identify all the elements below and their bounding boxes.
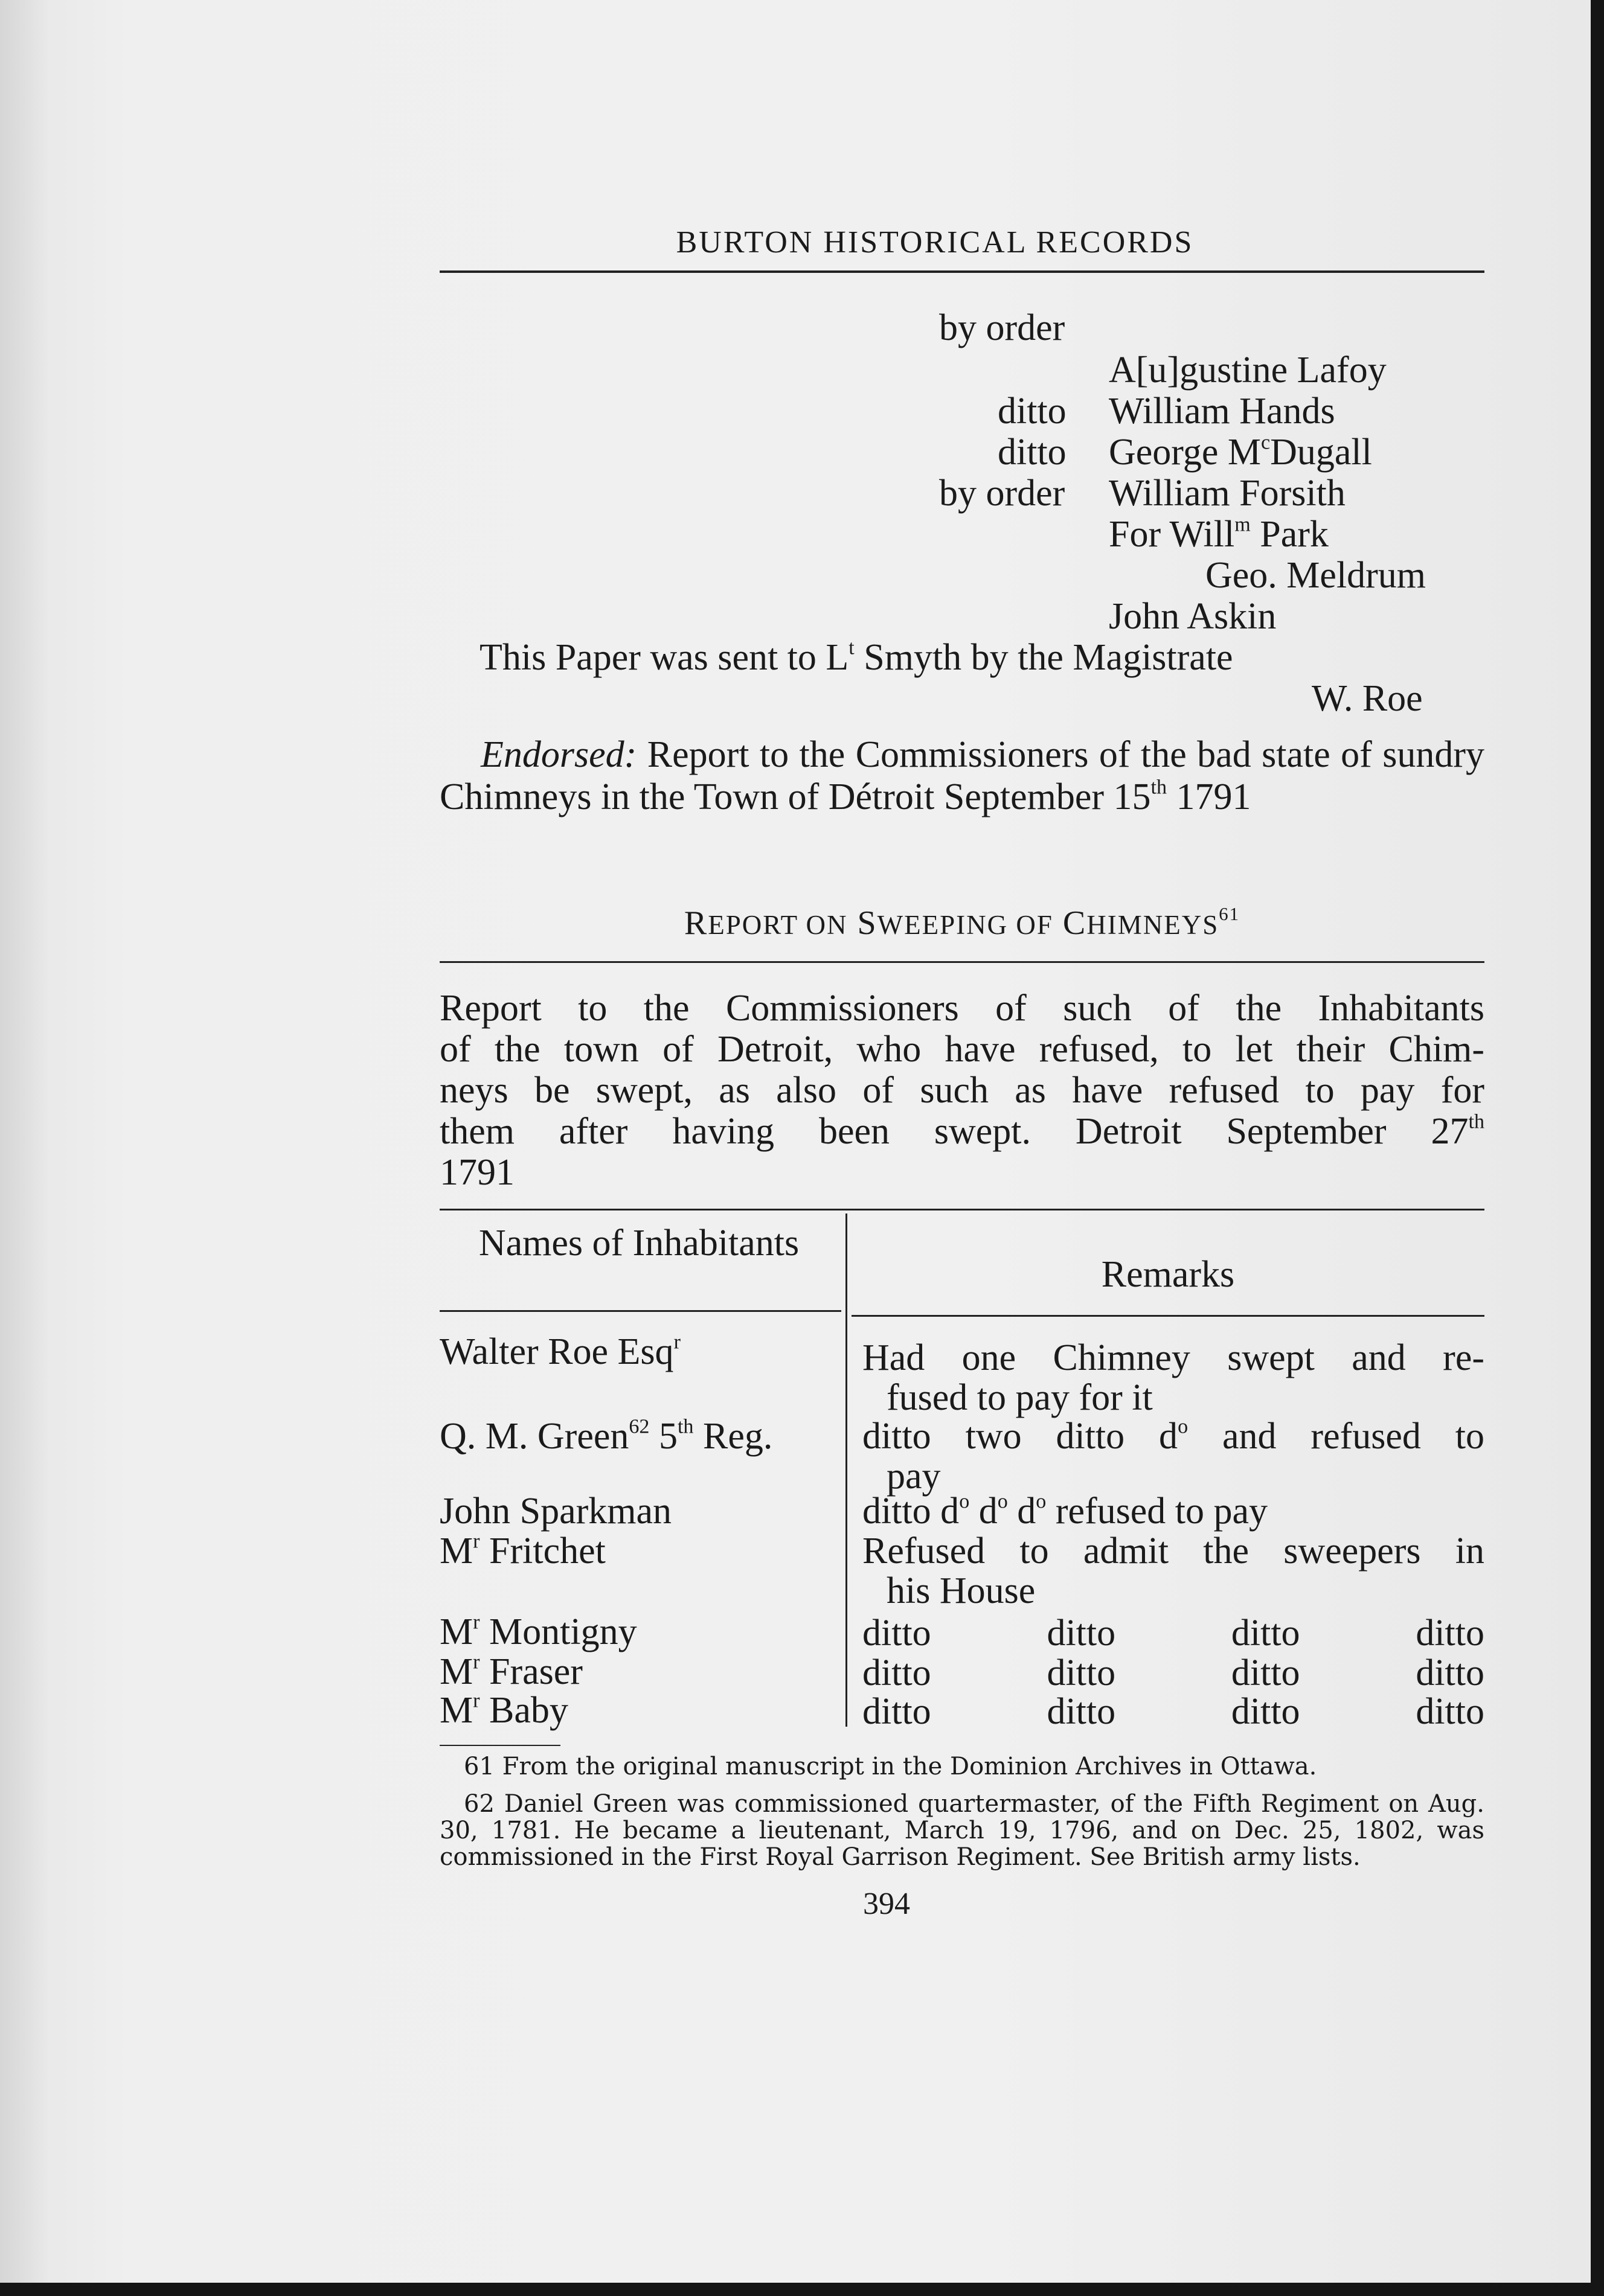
sig-name-4: William Forsith bbox=[1109, 473, 1346, 514]
sig-name-5: For Will$^m$ Park bbox=[1109, 513, 1329, 555]
footnote-61: 61 From the original manuscript in the Dominion Archives in Ottawa. bbox=[464, 1753, 1317, 1780]
sig-name-6: Geo. Meldrum bbox=[1205, 555, 1426, 596]
table-row-remark: Refused to admit the sweepers in his House bbox=[862, 1530, 1484, 1611]
table-row-name: $M^r$ Montigny bbox=[440, 1611, 637, 1652]
table-row-remark: ditto $d^o$ $d^o$ $d^o$ refused to pay bbox=[862, 1490, 1268, 1532]
sig-prefix-3: ditto bbox=[998, 432, 1067, 473]
scan-border-right bbox=[1591, 0, 1604, 2296]
report-line: neys be swept, as also of such as have refused to pay for bbox=[440, 1070, 1484, 1111]
table-row-remark: ditto ditto ditto ditto bbox=[862, 1691, 1484, 1732]
table-top-rule bbox=[440, 1209, 1484, 1210]
report-line: them after having been swept. Detroit September 27th bbox=[440, 1110, 1484, 1152]
table-row-remark: Had one Chimney swept and re- fused to pay for it bbox=[862, 1337, 1484, 1418]
table-header-names: Names of Inhabitants bbox=[478, 1223, 800, 1264]
sig-name-3: George $M^cDugall$ bbox=[1109, 431, 1372, 473]
running-header: BURTON HISTORICAL RECORDS bbox=[676, 225, 1194, 260]
note-signer: W. Roe bbox=[1312, 678, 1423, 719]
page-number: 394 bbox=[863, 1887, 910, 1921]
table-row-name: $M^r$ Fritchet bbox=[440, 1530, 606, 1572]
table-row-name: Q. M. Green$^{62}$ 5th Reg. bbox=[440, 1415, 773, 1457]
table-row-name: $M^r$ Baby bbox=[440, 1689, 568, 1731]
sig-name-7: John Askin bbox=[1109, 596, 1277, 637]
table-row-remark: ditto ditto ditto ditto bbox=[862, 1652, 1484, 1693]
section-rule bbox=[440, 961, 1484, 963]
table-row-remark: ditto ditto ditto ditto bbox=[862, 1613, 1484, 1654]
table-row-name: $M^r$ Fraser bbox=[440, 1651, 583, 1692]
footnote-rule bbox=[440, 1745, 560, 1746]
footnote-62: 62 Daniel Green was commissioned quartermaster, of the Fifth Regiment on Aug. 30, 1781. He became a lieutenant, March 19, 1796, and on Dec. 25, 1802, was commissioned in the First Royal Garrison Regiment. See British army lists. bbox=[440, 1790, 1485, 1871]
report-line: of the town of Detroit, who have refused, to let their Chim- bbox=[440, 1029, 1484, 1070]
note-line: This Paper was sent to $L^t$ Smyth by the Magistrate bbox=[480, 636, 1233, 678]
page-shadow bbox=[0, 0, 48, 2296]
section-title: REPORT ON SWEEPING OF CHIMNEYS$^{61}$ bbox=[684, 903, 1240, 942]
table-column-divider bbox=[845, 1214, 847, 1727]
header-rule bbox=[440, 270, 1484, 273]
table-row-remark: ditto two ditto $d^o$ and refused to pay bbox=[862, 1415, 1485, 1497]
report-paragraph bbox=[440, 988, 1484, 1193]
table-header-rule-right bbox=[852, 1315, 1484, 1317]
report-line: 1791 bbox=[440, 1152, 515, 1193]
sig-name-1: A[u]gustine Lafoy bbox=[1109, 350, 1387, 391]
sig-prefix-4: by order bbox=[939, 473, 1065, 514]
table-row-name: John Sparkman bbox=[440, 1491, 672, 1532]
table-header-remarks: Remarks bbox=[1101, 1254, 1235, 1295]
endorsed-label: Endorsed: bbox=[481, 734, 637, 775]
sig-name-2: William Hands bbox=[1109, 391, 1335, 432]
endorsement: Endorsed: Report to the Commissioners of the bad state of sundry Chimneys in the Town of Détroit September 15th 1791 bbox=[440, 734, 1484, 817]
table-row-name: Walter Roe Esq$^r$ bbox=[440, 1331, 681, 1372]
scan-border-bottom bbox=[0, 2283, 1604, 2296]
sig-prefix-2: ditto bbox=[998, 391, 1067, 432]
table-header-rule-left bbox=[440, 1310, 841, 1312]
sig-prefix-0: by order bbox=[939, 307, 1065, 348]
report-line: Report to the Commissioners of such of the Inhabitants bbox=[440, 988, 1484, 1029]
